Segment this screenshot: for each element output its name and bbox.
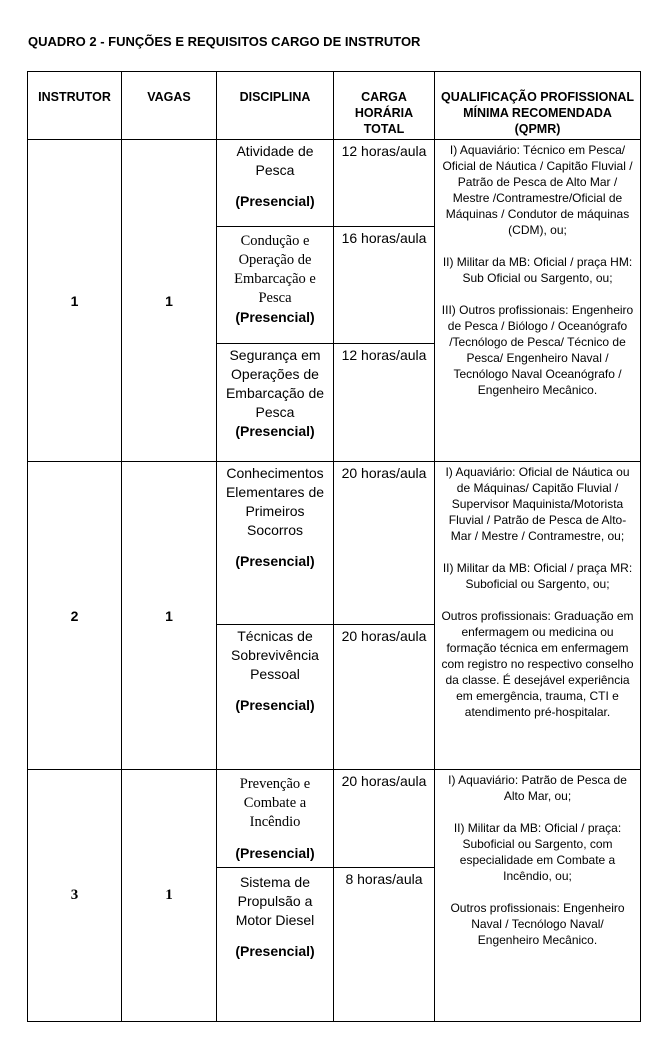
disciplina-modalidade: (Presencial) xyxy=(235,845,315,861)
disciplina-modalidade: (Presencial) xyxy=(235,943,315,959)
disciplina-cell xyxy=(217,462,334,625)
qualificacao-item: I) Aquaviário: Técnico em Pesca/ Oficial de Náutica / Capitão Fluvial / Patrão de Pesca de Alto Mar / Mestre /Contramestre/Oficial de Máquinas / Condutor de máquinas (CDM), ou; xyxy=(442,143,633,237)
qualificacao-cell xyxy=(435,140,641,462)
disciplina-name: Prevenção e Combate a Incêndio xyxy=(239,776,311,830)
carga-horaria: 12 horas/aula xyxy=(334,140,435,227)
qualificacao-cell xyxy=(435,770,641,1022)
qualificacao-item: II) Militar da MB: Oficial / praça MR: Suboficial ou Sargento, ou; xyxy=(442,561,633,591)
disciplina-name: Técnicas de Sobrevivência Pessoal xyxy=(231,628,319,682)
carga-horaria: 16 horas/aula xyxy=(334,227,435,344)
table-row xyxy=(28,462,641,625)
disciplina-modalidade: (Presencial) xyxy=(235,553,315,569)
qualificacao-item: II) Militar da MB: Oficial / praça HM: Sub Oficial ou Sargento, ou; xyxy=(442,255,633,285)
disciplina-modalidade: (Presencial) xyxy=(235,423,315,439)
instrutor-number: 3 xyxy=(28,770,122,1022)
disciplina-modalidade: (Presencial) xyxy=(235,697,315,713)
disciplina-cell xyxy=(217,868,334,1022)
disciplina-cell xyxy=(217,625,334,770)
header-vagas: VAGAS xyxy=(122,72,217,140)
disciplina-cell xyxy=(217,344,334,462)
header-row xyxy=(28,72,641,140)
carga-horaria: 20 horas/aula xyxy=(334,462,435,625)
document-title: QUADRO 2 - FUNÇÕES E REQUISITOS CARGO DE INSTRUTOR xyxy=(28,34,421,49)
qualificacao-item: II) Militar da MB: Oficial / praça: Suboficial ou Sargento, com especialidade em Combate a Incêndio, ou; xyxy=(453,821,622,883)
disciplina-name: Segurança em Operações de Embarcação de Pesca xyxy=(225,347,325,420)
carga-horaria: 20 horas/aula xyxy=(334,770,435,868)
disciplina-name: Atividade de Pesca xyxy=(236,143,314,178)
disciplina-name: Conhecimentos Elementares de Primeiros Socorros xyxy=(225,465,325,538)
vagas-count: 1 xyxy=(122,770,217,1022)
carga-horaria: 20 horas/aula xyxy=(334,625,435,770)
vagas-count: 1 xyxy=(122,462,217,770)
disciplina-cell xyxy=(217,770,334,868)
table-row xyxy=(28,140,641,227)
header-disciplina: DISCIPLINA xyxy=(217,72,334,140)
table-row xyxy=(28,770,641,868)
instructor-requirements-table xyxy=(27,71,641,1022)
vagas-count: 1 xyxy=(122,140,217,462)
qualificacao-cell xyxy=(435,462,641,770)
carga-horaria: 8 horas/aula xyxy=(334,868,435,1022)
qualificacao-item: Outros profissionais: Engenheiro Naval / Tecnólogo Naval/ Engenheiro Mecânico. xyxy=(450,901,625,947)
carga-horaria: 12 horas/aula xyxy=(334,344,435,462)
disciplina-name: Condução e Operação de Embarcação e Pesca xyxy=(234,233,316,306)
qualificacao-item: I) Aquaviário: Oficial de Náutica ou de Máquinas/ Capitão Fluvial / Supervisor Maquinista/Motorista Fluvial / Patrão de Pesca de Alto-Mar / Mestre / Contramestre, ou; xyxy=(445,465,630,543)
instrutor-number: 1 xyxy=(28,140,122,462)
disciplina-modalidade: (Presencial) xyxy=(235,309,315,325)
disciplina-modalidade: (Presencial) xyxy=(235,193,315,209)
disciplina-cell xyxy=(217,227,334,344)
disciplina-cell xyxy=(217,140,334,227)
instrutor-number: 2 xyxy=(28,462,122,770)
header-carga-horaria: CARGA HORÁRIA TOTAL xyxy=(334,72,435,140)
qualificacao-item: Outros profissionais: Graduação em enfermagem ou medicina ou formação técnica em enfermagem com registro no respectivo conselho da classe. É desejável experiência em emergência, trauma, CTI e atendimento pré-hospitalar. xyxy=(441,609,634,719)
qualificacao-item: I) Aquaviário: Patrão de Pesca de Alto Mar, ou; xyxy=(448,773,627,803)
disciplina-name: Sistema de Propulsão a Motor Diesel xyxy=(235,874,315,928)
header-qualificacao: QUALIFICAÇÃO PROFISSIONAL MÍNIMA RECOMENDADA (QPMR) xyxy=(435,72,641,140)
qualificacao-item: III) Outros profissionais: Engenheiro de Pesca / Biólogo / Oceanógrafo /Tecnólogo de Pesca/ Técnico de Pesca/ Engenheiro Naval / Tecnólogo Naval Oceanógrafo / Engenheiro Mecânico. xyxy=(441,303,634,397)
header-instrutor: INSTRUTOR xyxy=(28,72,122,140)
